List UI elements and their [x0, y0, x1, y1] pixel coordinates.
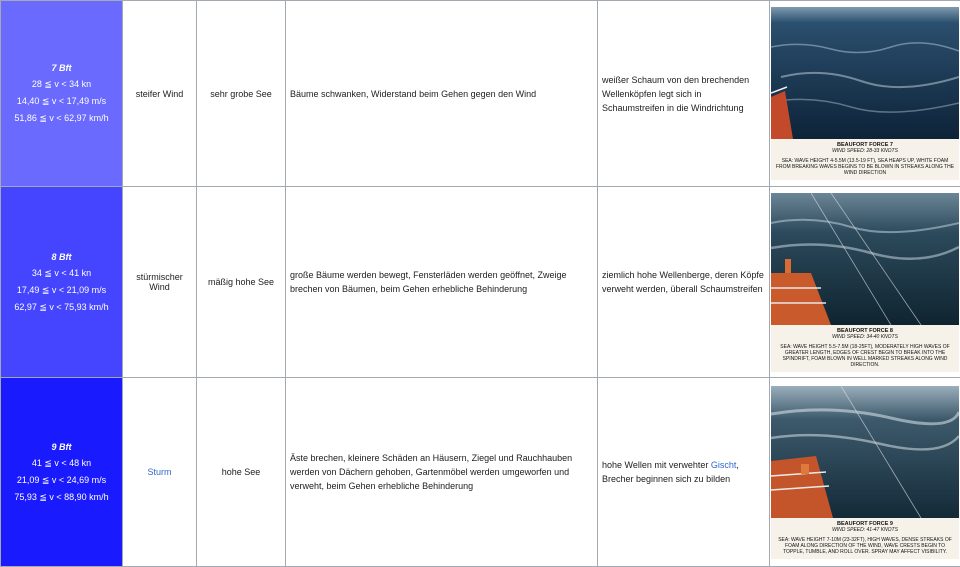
sea-photo-image [771, 193, 959, 325]
speed-ms: 21,09 ≦ v < 24,69 m/s [1, 475, 122, 486]
wind-name-cell [123, 378, 197, 567]
photo-caption [771, 518, 959, 559]
land-effect: Bäume schwanken, Widerstand beim Gehen gegen den Wind [286, 1, 598, 187]
force-label: 9 Bft [1, 442, 122, 452]
force-cell [1, 1, 123, 187]
caption-text: SEA: WAVE HEIGHT 5.5-7.5M (18-25FT), MODERATELY HIGH WAVES OF GREATER LENGTH, EDGES OF CREST BEGIN TO BREAK INTO THE SPINDRIFT, FOAM BLOWN IN WELL MARKED STREAKS ALONG WIND DIRECTION. [775, 344, 955, 368]
caption-title: BEAUFORT FORCE 9 [775, 521, 955, 527]
speed-kmh: 62,97 ≦ v < 75,93 km/h [1, 302, 122, 313]
photo-cell [770, 1, 960, 187]
sea-photo-image [771, 386, 959, 518]
speed-knots: 41 ≦ v < 48 kn [1, 458, 122, 469]
force-cell [1, 187, 123, 378]
photo-caption [771, 139, 959, 180]
speed-knots: 34 ≦ v < 41 kn [1, 268, 122, 279]
speed-knots: 28 ≦ v < 34 kn [1, 79, 122, 90]
caption-speed: WIND SPEED: 34-40 KNOTS [775, 334, 955, 340]
sea-photo[interactable] [771, 7, 959, 180]
caption-text: SEA: WAVE HEIGHT 7-10M (23-32FT), HIGH WAVES, DENSE STREAKS OF FOAM ALONG DIRECTION OF THE WIND, WAVE CRESTS BEGIN TO TOPPLE, TUMBLE, AND ROLL OVER. SPRAY MAY AFFECT VISIBILITY. [775, 537, 955, 555]
caption-speed: WIND SPEED: 28-33 KNOTS [775, 148, 955, 154]
wind-name-link[interactable]: Sturm [147, 467, 171, 477]
caption-text: SEA: WAVE HEIGHT 4-5.5M (13.5-19 FT), SEA HEAPS UP, WHITE FOAM FROM BREAKING WAVES BEGINS TO BE BLOWN IN STREAKS ALONG THE WIND DIRECTION [775, 158, 955, 176]
speed-kmh: 51,86 ≦ v < 62,97 km/h [1, 113, 122, 124]
table-row [1, 1, 960, 187]
photo-cell [770, 378, 960, 567]
force-label: 8 Bft [1, 252, 122, 262]
caption-title: BEAUFORT FORCE 8 [775, 328, 955, 334]
sea-state: mäßig hohe See [197, 187, 286, 378]
speed-ms: 17,49 ≦ v < 21,09 m/s [1, 285, 122, 296]
wind-name: stürmischer Wind [123, 187, 197, 378]
sea-effect-text: hohe Wellen mit verwehter [602, 460, 711, 470]
caption-speed: WIND SPEED: 41-47 KNOTS [775, 527, 955, 533]
photo-caption [771, 325, 959, 372]
force-label: 7 Bft [1, 63, 122, 73]
table-row [1, 378, 960, 567]
table-row [1, 187, 960, 378]
speed-ms: 14,40 ≦ v < 17,49 m/s [1, 96, 122, 107]
speed-kmh: 75,93 ≦ v < 88,90 km/h [1, 492, 122, 503]
sea-effect: weißer Schaum von den brechenden Wellenköpfen legt sich in Schaumstreifen in die Windrichtung [598, 1, 770, 187]
wind-name: steifer Wind [123, 1, 197, 187]
land-effect: Äste brechen, kleinere Schäden an Häusern, Ziegel und Rauchhauben werden von Dächern gehoben, Gartenmöbel werden umgeworfen und verweht, beim Gehen erhebliche Behinderung [286, 378, 598, 567]
land-effect: große Bäume werden bewegt, Fensterläden werden geöffnet, Zweige brechen von Bäumen, beim Gehen erhebliche Behinderung [286, 187, 598, 378]
sea-photo[interactable] [771, 193, 959, 372]
sea-state: hohe See [197, 378, 286, 567]
gischt-link[interactable]: Gischt [711, 460, 737, 470]
sea-state: sehr grobe See [197, 1, 286, 187]
force-cell [1, 378, 123, 567]
caption-title: BEAUFORT FORCE 7 [775, 142, 955, 148]
sea-effect [598, 378, 770, 567]
sea-effect-text: , Brecher beginnen sich zu bilden [602, 460, 739, 484]
sea-photo-image [771, 7, 959, 139]
photo-cell [770, 187, 960, 378]
sea-effect: ziemlich hohe Wellenberge, deren Köpfe verweht werden, überall Schaumstreifen [598, 187, 770, 378]
sea-photo[interactable] [771, 386, 959, 559]
